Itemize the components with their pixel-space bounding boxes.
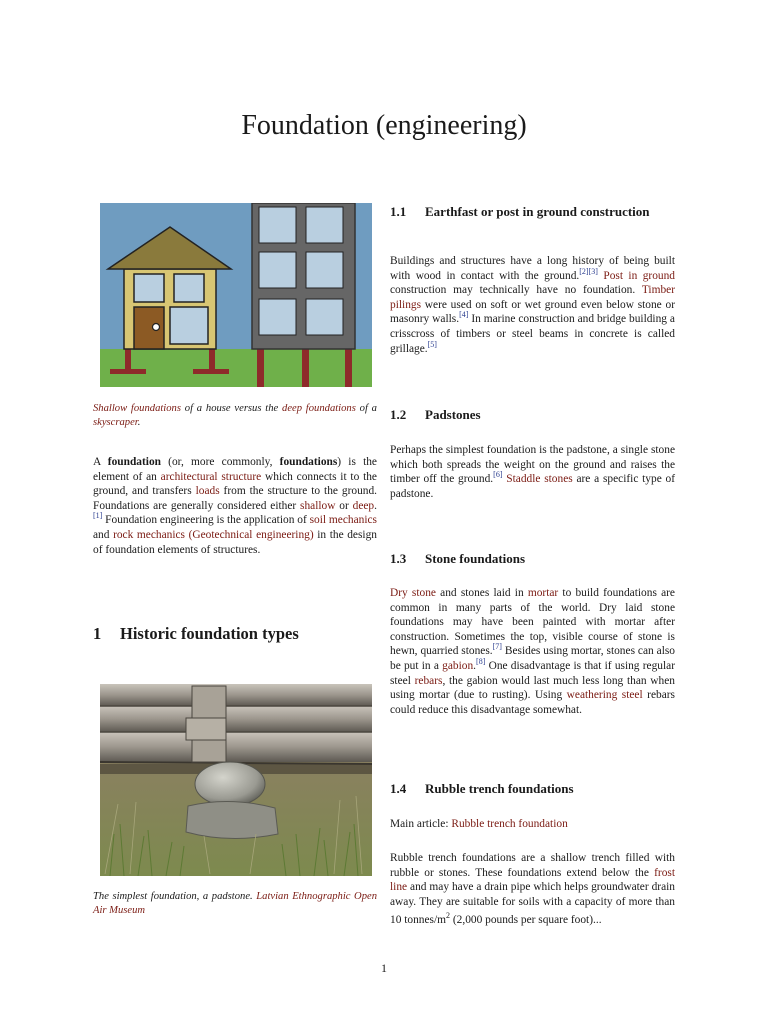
- text-run: Buildings and structures have a long history of being built with wood in contact with the ground.: [390, 255, 675, 282]
- skyscraper-window: [259, 252, 296, 288]
- subsection-heading-rubble-trench: [390, 780, 680, 797]
- padstone-photo: [100, 684, 372, 876]
- inline-link[interactable]: Post in ground: [603, 269, 675, 282]
- text-run: are a specific type of padstone.: [390, 473, 676, 500]
- inline-link[interactable]: weathering steel: [566, 689, 643, 702]
- padstone-photo-figure: [100, 684, 372, 876]
- inline-link[interactable]: frost line: [390, 866, 675, 894]
- house-shallow-footing-left: [125, 349, 131, 369]
- skyscraper-window: [259, 299, 296, 335]
- text-run: or: [335, 499, 353, 512]
- inline-link[interactable]: shallow: [300, 499, 336, 512]
- inline-link[interactable]: rebars: [414, 674, 443, 687]
- intro-paragraph: [93, 455, 377, 557]
- skyscraper-deep-pile: [257, 349, 264, 387]
- subsection-number: 1.2: [390, 407, 407, 422]
- citation-ref[interactable]: [5]: [427, 339, 437, 349]
- main-article-label: Main article:: [390, 818, 452, 830]
- text-run: In marine construction and bridge building a crisscross of timbers or steel beams in concrete is called grillage.: [390, 313, 675, 355]
- house-window: [174, 274, 204, 302]
- text-run: The simplest foundation, a padstone.: [93, 891, 257, 902]
- text-run: which connects it to the ground, and transfers: [93, 470, 377, 498]
- rubble-trench-paragraph: [390, 851, 675, 928]
- inline-link[interactable]: rock mechanics: [113, 528, 185, 541]
- subsection-heading-stone-foundations: [390, 550, 680, 567]
- inline-link[interactable]: Timber pilings: [390, 284, 675, 311]
- text-run: , the gabion would last much less long than when using mortar (due to rusting). Using: [390, 674, 675, 702]
- main-article-link[interactable]: Rubble trench foundation: [451, 818, 568, 830]
- inline-link[interactable]: soil mechanics: [309, 514, 377, 527]
- citation-ref[interactable]: [4]: [459, 310, 469, 320]
- house-window: [134, 274, 164, 302]
- subsection-number: 1.4: [390, 781, 407, 796]
- superscript: 2: [446, 911, 451, 921]
- text-run: Foundation engineering is the application of: [102, 514, 310, 527]
- inline-link[interactable]: architectural structure: [160, 470, 262, 483]
- house-window: [170, 307, 208, 344]
- ground: [100, 349, 372, 387]
- bold-term: foundation: [107, 456, 161, 468]
- door-knob: [153, 324, 160, 331]
- inline-link[interactable]: deep foundations: [282, 403, 356, 414]
- house-skyscraper-diagram: [100, 203, 372, 387]
- text-run: .: [137, 417, 141, 428]
- section-number: 1: [93, 624, 102, 643]
- text-run: ) is the element of an: [93, 456, 377, 483]
- subsection-title: Stone foundations: [425, 551, 526, 566]
- skyscraper-deep-pile: [302, 349, 309, 387]
- text-run: .: [374, 499, 377, 512]
- text-run: of a house versus the: [180, 403, 283, 414]
- text-run: in the design of foundation elements of structures.: [93, 528, 377, 556]
- skyscraper-window: [259, 207, 296, 243]
- padstones-paragraph: [390, 443, 675, 501]
- inline-link[interactable]: skyscraper: [93, 417, 138, 428]
- inline-link[interactable]: Staddle stones: [506, 473, 573, 486]
- text-run: One disadvantage is that if using regular steel: [390, 659, 675, 687]
- figure1-caption: [93, 402, 377, 430]
- text-run: (or, more commonly,: [160, 456, 280, 468]
- text-run: (2,000 pounds per square foot)...: [450, 914, 602, 927]
- inline-link[interactable]: (Geotechnical engineering): [188, 528, 314, 541]
- text-run: Besides using mortar, stones can also be put in a: [390, 645, 675, 672]
- inline-link[interactable]: loads: [195, 485, 220, 498]
- skyscraper-window: [306, 252, 343, 288]
- house-shallow-footing-left-base: [110, 369, 146, 374]
- text-run: and stones laid in: [435, 587, 528, 599]
- main-article-note: [390, 817, 675, 832]
- subsection-heading-earthfast: [390, 203, 680, 220]
- subsection-heading-padstones: [390, 406, 680, 423]
- text-run: construction may technically have no foundation.: [390, 284, 642, 297]
- inline-link[interactable]: mortar: [527, 587, 559, 599]
- inline-link[interactable]: Latvian Ethnographic Open Air Museum: [93, 891, 377, 916]
- section-title: Historic foundation types: [120, 624, 299, 643]
- citation-ref[interactable]: [1]: [93, 511, 103, 521]
- page-number: 1: [381, 961, 387, 975]
- inline-link[interactable]: Dry stone: [390, 587, 436, 599]
- text-run: A: [93, 456, 108, 468]
- subsection-number: 1.1: [390, 204, 407, 219]
- inline-link[interactable]: deep: [352, 499, 375, 512]
- foundation-diagram-figure: [100, 203, 372, 387]
- stone-foundations-paragraph: [390, 586, 675, 717]
- section-heading-historic-foundation-types: [93, 624, 299, 644]
- earthfast-paragraph: [390, 254, 675, 356]
- inline-link[interactable]: gabion: [442, 659, 474, 672]
- text-run: and may have a drain pipe which helps groundwater drain away. They are suitable for soils with a capacity of more than 10 tonnes/m: [390, 881, 675, 927]
- figure2-caption: [93, 890, 377, 918]
- house-shallow-footing-right: [209, 349, 215, 369]
- skyscraper-window: [306, 207, 343, 243]
- text-run: of a: [355, 403, 377, 414]
- skyscraper-deep-pile: [345, 349, 352, 387]
- text-run: from the structure to the ground. Foundations are generally considered either: [93, 485, 378, 512]
- citation-ref[interactable]: [6]: [493, 470, 503, 480]
- subsection-title: Padstones: [425, 407, 481, 422]
- inline-link[interactable]: Shallow foundations: [93, 403, 181, 414]
- citation-ref[interactable]: [8]: [476, 657, 486, 667]
- text-run: Rubble trench foundations are a shallow trench filled with rubble or stones. These foundations extend below the: [390, 852, 675, 879]
- text-run: were used on soft or wet ground even below stone or masonry walls.: [390, 298, 675, 326]
- text-run: to build foundations are common in many parts of the world. Dry laid stone foundations may have been painted with mortar after construction. Sometimes the top, visible course of stone is hewn, quarried stones.: [390, 587, 675, 658]
- text-run: Perhaps the simplest foundation is the padstone, a single stone which both spreads the weight on the ground and raises the timber off the ground.: [390, 444, 675, 486]
- citation-ref[interactable]: [2][3]: [579, 266, 598, 276]
- subsection-number: 1.3: [390, 551, 407, 566]
- page-title: Foundation (engineering): [241, 110, 527, 141]
- text-run: .: [473, 659, 477, 672]
- text-run: rebars could reduce this disadvantage somewhat.: [390, 689, 675, 716]
- citation-ref[interactable]: [7]: [492, 642, 502, 652]
- text-run: and: [93, 528, 114, 541]
- house-shallow-footing-right-base: [193, 369, 229, 374]
- subsection-title: Earthfast or post in ground construction: [425, 204, 650, 219]
- subsection-title: Rubble trench foundations: [425, 781, 574, 796]
- bold-term: foundations: [279, 456, 338, 468]
- skyscraper-window: [306, 299, 343, 335]
